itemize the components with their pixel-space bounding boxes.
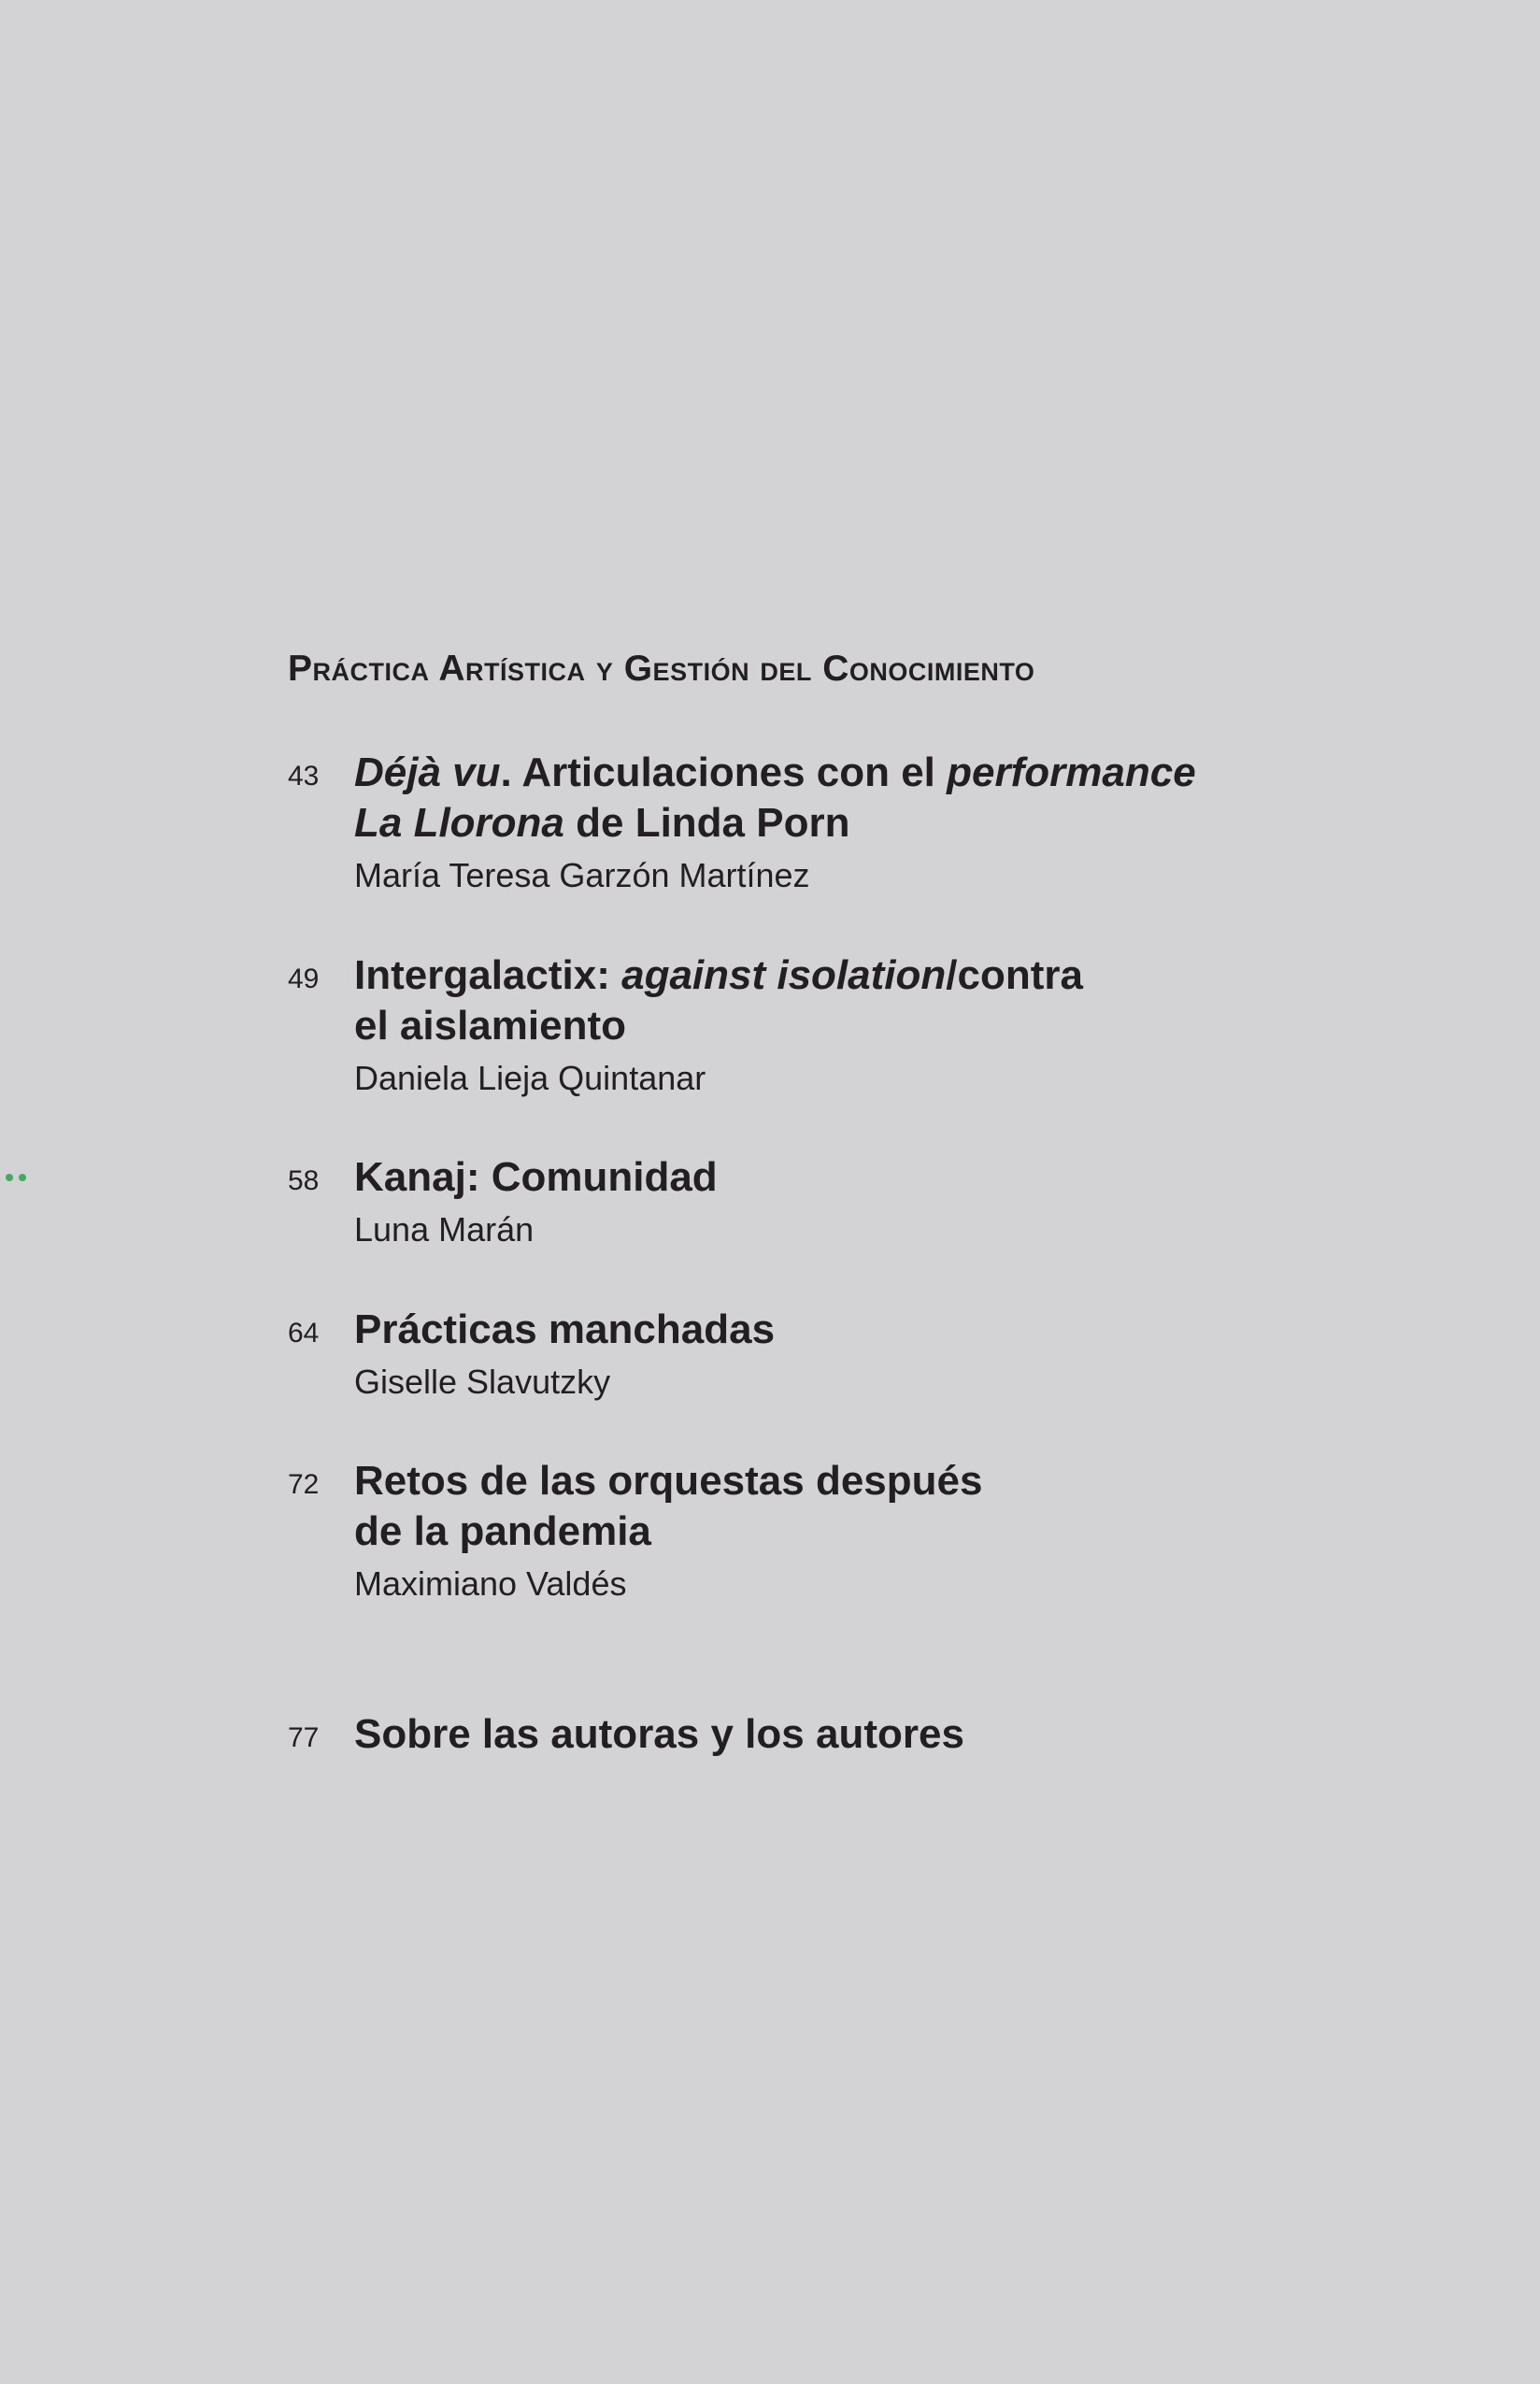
entry-author: Daniela Lieja Quintanar bbox=[354, 1059, 706, 1097]
entry-title-italic: performance bbox=[947, 749, 1196, 795]
entry-title-text: de Linda Porn bbox=[563, 800, 850, 846]
entry-title-text: Prácticas manchadas bbox=[354, 1306, 776, 1352]
page-number: 64 bbox=[288, 1318, 320, 1349]
entry-title-text: /contra bbox=[946, 952, 1083, 998]
entry-title bbox=[354, 1152, 1316, 1203]
entry-title-line bbox=[354, 1001, 1316, 1051]
entry-title bbox=[354, 950, 1316, 1051]
page-number: 77 bbox=[288, 1722, 320, 1753]
page-number: 43 bbox=[288, 761, 320, 792]
entry-title bbox=[354, 1456, 1316, 1557]
entry-author: Maximiano Valdés bbox=[354, 1564, 627, 1603]
entry-title-line bbox=[354, 950, 1316, 1001]
entry-title-line bbox=[354, 1506, 1316, 1557]
entry-title-line bbox=[354, 1305, 1316, 1355]
entry-title-italic: La Llorona bbox=[354, 800, 564, 846]
toc-entry[interactable] bbox=[288, 748, 1316, 901]
entry-title-line bbox=[354, 748, 1316, 798]
page-number: 72 bbox=[288, 1469, 320, 1500]
entry-title-line bbox=[354, 1709, 1316, 1760]
page-number: 49 bbox=[288, 964, 320, 994]
section-title: Práctica Artística y Gestión del Conocimiento bbox=[288, 649, 1035, 689]
entry-title-text: Kanaj: Comunidad bbox=[354, 1154, 718, 1200]
entry-title-text: el aislamiento bbox=[354, 1003, 627, 1049]
toc-entry[interactable] bbox=[288, 1152, 1316, 1255]
entry-title-text: Intergalactix: bbox=[354, 952, 622, 998]
entry-title bbox=[354, 1305, 1316, 1355]
toc-entry[interactable] bbox=[288, 1709, 1316, 1760]
entry-title-text: Sobre las autoras y los autores bbox=[354, 1711, 964, 1757]
entry-author: Luna Marán bbox=[354, 1210, 535, 1249]
toc-entry[interactable] bbox=[288, 1305, 1316, 1407]
margin-dots bbox=[6, 1174, 26, 1181]
entry-author: María Teresa Garzón Martínez bbox=[354, 856, 810, 894]
margin-dot bbox=[6, 1174, 13, 1181]
entry-title bbox=[354, 748, 1316, 849]
entry-title-text: Retos de las orquestas después bbox=[354, 1458, 983, 1504]
entry-author: Giselle Slavutzky bbox=[354, 1363, 611, 1401]
entry-title-italic: Déjà vu bbox=[354, 749, 501, 795]
entry-title-line bbox=[354, 798, 1316, 849]
margin-dot bbox=[19, 1174, 26, 1181]
entry-title-italic: against isolation bbox=[621, 952, 947, 998]
page-number: 58 bbox=[288, 1165, 320, 1196]
entry-title-text: . Articulaciones con el bbox=[500, 749, 948, 795]
toc-entry[interactable] bbox=[288, 950, 1316, 1104]
entry-title bbox=[354, 1709, 1316, 1760]
entry-title-line bbox=[354, 1152, 1316, 1203]
toc-entry[interactable] bbox=[288, 1456, 1316, 1609]
entry-title-text: de la pandemia bbox=[354, 1508, 651, 1554]
entry-title-line bbox=[354, 1456, 1316, 1506]
